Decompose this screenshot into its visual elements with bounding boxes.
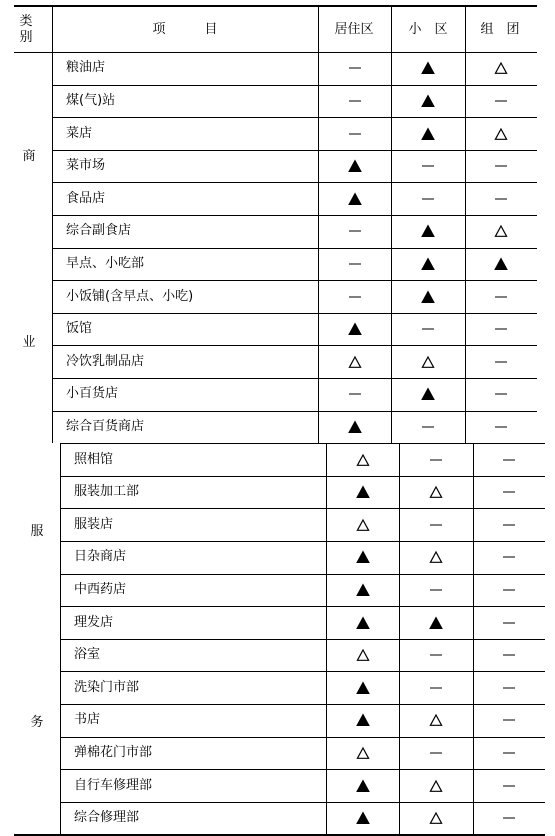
row-item-name: 小饭铺(含早点、小吃) [66,288,194,304]
mark-zutuan-none [503,622,515,623]
row-rule [52,313,537,314]
mark-juzhuqu-filled-triangle [356,812,370,825]
row-item-name: 洗染门市部 [74,679,140,695]
row-rule [52,85,537,86]
row-item-name: 书店 [74,712,101,728]
row-rule [52,248,537,249]
row-item-name: 早点、小吃部 [66,255,145,271]
row-item-name: 综合修理部 [74,810,140,826]
row-rule [52,117,537,118]
category-wu: 务 [30,715,44,730]
mark-zutuan-none [495,100,507,101]
row-rule [52,280,537,281]
column-rule [391,5,392,52]
mark-xiaoqu-none [422,198,434,199]
row-rule [14,52,537,53]
row-item-name: 饭馆 [66,321,93,337]
row-item-name: 服装店 [74,516,114,532]
mark-juzhuqu-filled-triangle [356,551,370,564]
row-rule [60,443,545,444]
column-rule [465,5,466,52]
mark-zutuan-none [503,655,515,656]
mark-juzhuqu-filled-triangle [356,486,370,499]
row-rule [52,215,537,216]
mark-juzhuqu-hollow-triangle [356,746,370,759]
row-rule [52,150,537,151]
mark-zutuan-none [495,361,507,362]
row-item-name: 自行车修理部 [74,777,153,793]
mark-xiaoqu-filled-triangle [421,94,435,107]
mark-juzhuqu-filled-triangle [348,323,362,336]
mark-zutuan-none [495,329,507,330]
mark-zutuan-none [495,296,507,297]
row-item-name: 服装加工部 [74,484,140,500]
mark-juzhuqu-none [349,263,361,264]
row-item-name: 浴室 [74,647,101,663]
row-item-name: 弹棉花门市部 [74,744,153,760]
mark-xiaoqu-hollow-triangle [421,355,435,368]
row-item-name: 煤(气)站 [66,92,116,108]
mark-juzhuqu-none [349,68,361,69]
mark-juzhuqu-filled-triangle [356,583,370,596]
row-rule [60,574,545,575]
mark-zutuan-filled-triangle [494,257,508,270]
mark-juzhuqu-filled-triangle [348,192,362,205]
mark-xiaoqu-hollow-triangle [429,486,443,499]
mark-zutuan-hollow-triangle [494,127,508,140]
row-item-name: 冷饮乳制品店 [66,353,145,369]
mark-zutuan-none [495,394,507,395]
mark-zutuan-none [503,752,515,753]
row-rule [60,671,545,672]
mark-xiaoqu-none [430,524,442,525]
mark-xiaoqu-filled-triangle [421,290,435,303]
row-item-name: 综合副食店 [66,223,132,239]
mark-xiaoqu-filled-triangle [421,257,435,270]
mark-juzhuqu-filled-triangle [356,779,370,792]
row-item-name: 菜市场 [66,158,106,174]
mark-zutuan-none [503,785,515,786]
mark-zutuan-none [503,492,515,493]
row-item-name: 小百货店 [66,386,119,402]
mark-juzhuqu-filled-triangle [348,420,362,433]
row-rule [60,769,545,770]
mark-zutuan-none [503,524,515,525]
mark-juzhuqu-hollow-triangle [356,453,370,466]
row-rule [52,378,537,379]
mark-xiaoqu-filled-triangle [421,62,435,75]
row-rule [60,606,545,607]
mark-zutuan-hollow-triangle [494,62,508,75]
mark-xiaoqu-none [430,752,442,753]
mark-zutuan-none [503,687,515,688]
row-rule [52,345,537,346]
row-item-name: 菜店 [66,125,93,141]
mark-juzhuqu-none [349,231,361,232]
row-rule [14,5,537,7]
row-rule [60,508,545,509]
mark-zutuan-none [503,459,515,460]
row-rule [60,802,545,803]
mark-xiaoqu-none [422,329,434,330]
category-ye: 业 [22,335,36,350]
mark-zutuan-none [495,426,507,427]
mark-xiaoqu-hollow-triangle [429,779,443,792]
mark-xiaoqu-filled-triangle [421,127,435,140]
mark-xiaoqu-none [422,426,434,427]
row-rule [60,541,545,542]
mark-zutuan-none [503,557,515,558]
mark-juzhuqu-filled-triangle [356,616,370,629]
mark-zutuan-none [503,818,515,819]
row-rule [52,182,537,183]
mark-xiaoqu-hollow-triangle [429,812,443,825]
mark-xiaoqu-none [430,687,442,688]
mark-juzhuqu-none [349,394,361,395]
mark-juzhuqu-hollow-triangle [356,649,370,662]
mark-xiaoqu-none [430,655,442,656]
mark-juzhuqu-hollow-triangle [348,355,362,368]
header-item: 项 目 [152,22,218,37]
column-rule [52,5,53,52]
mark-juzhuqu-none [349,296,361,297]
header-juzhuqu: 居住区 [334,22,374,37]
row-item-name: 食品店 [66,190,106,206]
row-rule [60,737,545,738]
row-rule [60,476,545,477]
mark-zutuan-hollow-triangle [494,225,508,238]
row-item-name: 理发店 [74,614,114,630]
mark-xiaoqu-filled-triangle [429,616,443,629]
mark-xiaoqu-filled-triangle [421,388,435,401]
header-category: 类别 [19,14,33,45]
row-rule [52,411,537,412]
mark-xiaoqu-filled-triangle [421,225,435,238]
category-shang: 商 [22,149,36,164]
column-rule [318,5,319,52]
mark-juzhuqu-filled-triangle [348,160,362,173]
mark-xiaoqu-hollow-triangle [429,714,443,727]
header-xiaoqu: 小 区 [408,22,448,37]
mark-zutuan-none [495,198,507,199]
row-item-name: 日杂商店 [74,549,127,565]
mark-juzhuqu-filled-triangle [356,681,370,694]
row-item-name: 照相馆 [74,451,114,467]
row-item-name: 综合百货商店 [66,418,145,434]
mark-zutuan-none [503,720,515,721]
row-item-name: 粮油店 [66,60,106,76]
mark-juzhuqu-filled-triangle [356,714,370,727]
mark-juzhuqu-none [349,100,361,101]
mark-juzhuqu-none [349,133,361,134]
header-zutuan: 组 团 [480,22,520,37]
mark-zutuan-none [495,166,507,167]
mark-juzhuqu-hollow-triangle [356,518,370,531]
mark-xiaoqu-none [422,166,434,167]
category-fu: 服 [30,524,44,539]
mark-xiaoqu-hollow-triangle [429,551,443,564]
mark-xiaoqu-none [430,459,442,460]
mark-zutuan-none [503,589,515,590]
row-rule [60,639,545,640]
row-item-name: 中西药店 [74,581,127,597]
mark-xiaoqu-none [430,589,442,590]
row-rule [60,704,545,705]
